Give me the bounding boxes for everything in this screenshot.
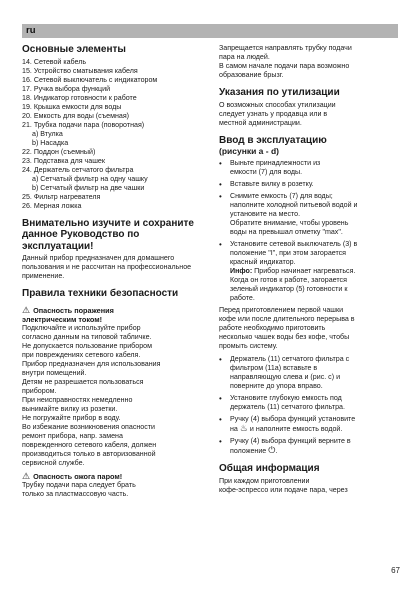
element-list-item: 17. Ручка выбора функций [22, 84, 111, 93]
shock-warning-heading [22, 306, 210, 315]
warning-triangle-icon: ⚠ [22, 304, 31, 315]
setup-step-line: наполните холодной питьевой водой и [230, 201, 358, 209]
rinse-step-line: направляющую слева и (рис. c) и [230, 373, 341, 381]
shock-warning-line: поврежденного сетевого кабеля, должен [22, 440, 157, 449]
rinse-paragraph-line: Перед приготовлением первой чашки [219, 306, 344, 314]
info-note [219, 267, 401, 303]
general-text [219, 477, 401, 495]
setup-step-line: емкости (7) для воды. [230, 168, 303, 176]
shock-warning-line: Не погружайте прибор в воду. [22, 413, 121, 422]
shock-warning-line: Прибор предназначен для использования [22, 359, 161, 368]
setup-step [219, 240, 401, 267]
shock-warning-text [22, 324, 210, 468]
page-number: 67 [391, 566, 400, 575]
element-list-item: b) Насадка [32, 138, 69, 147]
left-column [22, 44, 210, 499]
shock-warning-line: ремонт прибора, напр. замена [22, 431, 123, 440]
shock-heading-line-1: Опасность поражения [33, 305, 114, 315]
info-label: Инфо: [230, 267, 253, 275]
info-line-2: зеленый индикатор (5) готовности к [230, 285, 348, 293]
knob-step-fill: и наполните емкость водой. [249, 425, 343, 433]
attention-text: Данный прибор предназначен для домашнего пользования и не рассчитан на профессиональное применение. [22, 254, 192, 280]
elements-list [22, 58, 210, 211]
burn-warning-line: только за пластмассовую часть. [22, 489, 129, 498]
setup-steps [219, 159, 401, 267]
shock-warning-line: Детям не разрешается пользоваться [22, 377, 144, 386]
right-column [219, 44, 401, 495]
return-step-line-1: • Ручку (4) выбора функций верните в [230, 437, 351, 445]
disposal-line: следует узнать у продавца или в [219, 109, 328, 118]
disposal-heading: Указания по утилизации [219, 87, 340, 98]
element-list-item: 20. Емкость для воды (съемная) [22, 111, 130, 120]
shock-warning-line: Подключайте и используйте прибор [22, 323, 141, 332]
info-line-3: работе. [230, 294, 255, 302]
rinse-paragraph [219, 306, 401, 351]
shock-warning-line: Не допускается пользование прибором [22, 341, 152, 350]
element-list-item: 24. Держатель сетчатого фильтра [22, 165, 134, 174]
rinse-step [219, 355, 401, 391]
rinse-paragraph-line: кофе или после длительного перерыва в [219, 315, 355, 323]
knob-step [219, 415, 401, 434]
element-list-item: 22. Поддон (съемный) [22, 147, 96, 156]
general-heading: Общая информация [219, 463, 320, 474]
language-code: ru [26, 25, 36, 36]
setup-step-line: воды на превышал отметку "max". [230, 228, 343, 236]
shock-warning-line: прибором. [22, 386, 57, 395]
element-list-item: b) Сетчатый фильтр на две чашки [32, 183, 145, 192]
element-list-item: 26. Мерная ложка [22, 201, 82, 210]
burn-warning-heading [22, 472, 210, 481]
rinse-paragraph-line: несколько чашек воды без кофе, чтобы [219, 333, 350, 341]
disposal-text [219, 101, 401, 128]
disposal-line: О возможных способах утилизации [219, 100, 336, 109]
knob-step-on: на [230, 425, 238, 433]
element-list-item: 14. Сетевой кабель [22, 57, 87, 66]
shock-warning-line: производиться только в авторизованной [22, 449, 156, 458]
steam-warning-text [219, 44, 401, 80]
setup-step [219, 192, 401, 237]
element-list-item: 21. Трубка подачи пара (поворотная) [22, 120, 145, 129]
rinse-step-line: • Держатель (11) сетчатого фильтра с [230, 355, 350, 363]
rinse-step-line: фильтром (11a) вставьте в [230, 364, 318, 372]
shock-heading-line-2: электрическим током! [22, 314, 103, 324]
burn-warning-line: Трубку подачи пара следует брать [22, 480, 136, 489]
steam-warning-line: Запрещается направлять трубку подачи [219, 44, 352, 52]
setup-step-line: • Выньте принадлежности из [230, 159, 321, 167]
element-list-item: a) Сетчатый фильтр на одну чашку [32, 174, 148, 183]
burn-warning-text [22, 481, 210, 499]
setup-step [219, 180, 401, 189]
intro-heading: Ввод в эксплуатацию [219, 134, 327, 146]
setup-step-line: положение "I", при этом загорается [230, 249, 347, 257]
setup-step-line: • Снимите емкость (7) для воды; [230, 192, 333, 200]
shock-warning-line: При неисправностях немедленно [22, 395, 133, 404]
element-list-item: 25. Фильтр нагревателя [22, 192, 101, 201]
shock-warning-line: при повреждениях сетевого кабеля. [22, 350, 141, 359]
rinse-paragraph-line: промыть систему. [219, 342, 278, 350]
shock-warning-line: сервисной службе. [22, 458, 85, 467]
attention-heading: Внимательно изучите и сохраните данное Руководство по эксплуатации! [22, 217, 194, 252]
element-list-item: 15. Устройство сматывания кабеля [22, 66, 138, 75]
general-line: кофе-эспрессо или подаче пара, через [219, 485, 348, 494]
setup-step-line: • Установите сетевой выключатель (3) в [230, 240, 358, 248]
element-list-item: a) Втулка [32, 129, 63, 138]
general-line: При каждом приготовлении [219, 476, 310, 485]
language-bar [22, 24, 398, 38]
knob-step-line-1: • Ручку (4) выбора функций установите [230, 415, 356, 423]
rinse-step-line: держатель (11) сетчатого фильтра. [230, 403, 345, 411]
disposal-line: местной администрации. [219, 118, 302, 127]
shock-warning-line: вынимайте вилку из розетки. [22, 404, 118, 413]
shock-warning-line: согласно данным на типовой табличке. [22, 332, 152, 341]
rinse-step-line: поверните до упора вправо. [230, 382, 323, 390]
setup-step-line: красный индикатор. [230, 258, 296, 266]
power-off-icon: ⏻ [268, 445, 276, 455]
burn-heading-text: Опасность ожога паром! [33, 471, 123, 481]
setup-step [219, 159, 401, 177]
intro-subheading: (рисунки a - d) [219, 146, 279, 156]
return-step [219, 437, 401, 456]
warning-triangle-icon: ⚠ [22, 470, 31, 481]
element-list-item: 19. Крышка емкости для воды [22, 102, 122, 111]
rinse-steps [219, 355, 401, 412]
elements-heading: Основные элементы [22, 44, 126, 55]
shock-warning-line: внутри помещений. [22, 368, 87, 377]
rinse-step-line: • Установите глубокую емкость под [230, 394, 342, 402]
element-list-item: 23. Подставка для чашек [22, 156, 105, 165]
knob-step-line-2 [230, 424, 401, 434]
steam-warning-line: В самом начале подачи пара возможно [219, 62, 350, 70]
return-step-line-2: положение ⏻. [230, 445, 278, 455]
safety-heading: Правила техники безопасности [22, 288, 179, 299]
steam-warning-line: образование брызг. [219, 71, 284, 79]
setup-step-line: установите на место. [230, 210, 301, 218]
steam-warning-line: пара на людей. [219, 53, 270, 61]
return-step-position: положение [230, 447, 267, 455]
rinse-paragraph-line: работе необходимо приготовить [219, 324, 326, 332]
info-line-0: Прибор начинает нагреваться. [252, 267, 356, 275]
info-line-1: Когда он готов к работе, загорается [230, 276, 347, 284]
shock-warning-line: Во избежание возникновения опасности [22, 422, 155, 431]
rinse-step [219, 394, 401, 412]
element-list-item: 16. Сетевой выключатель с индикатором [22, 75, 158, 84]
setup-step-line: • Вставьте вилку в розетку. [230, 180, 314, 188]
setup-step-line: Обратите внимание, чтобы уровень [230, 219, 349, 227]
hot-water-icon: ♨ [239, 423, 248, 433]
element-list-item: 18. Индикатор готовности к работе [22, 93, 137, 102]
